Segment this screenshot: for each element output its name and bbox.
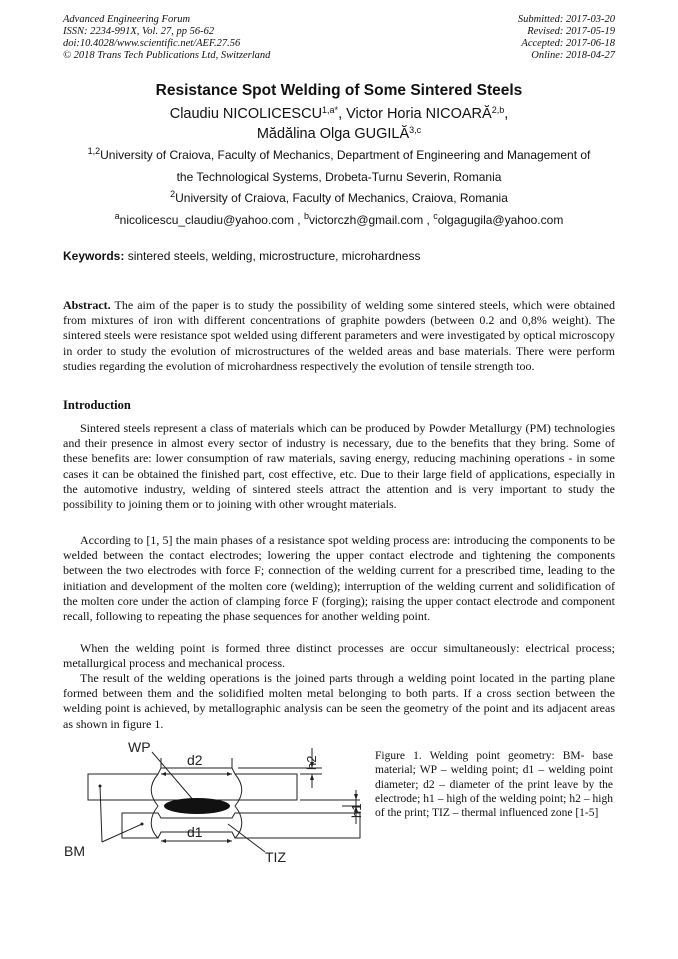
label-h2: h2 [304, 755, 319, 770]
keywords [63, 249, 615, 263]
author-list: Claudiu $NICOLICESCU^{1,a*}$, Victor Horia NICOARĂ$^{2,b}$, Mădălina Olga GUGILĂ$^{3,c}$ [169, 105, 509, 142]
email-c[interactable]: olgagugila@yahoo.com [437, 213, 564, 227]
date-submitted: Submitted: 2017-03-20 [517, 14, 615, 25]
author-emails: $^a$nicolicescu_claudiu@yahoo.com , $^b$victorczh@gmail.com , $^c$olgagugila@yahoo.com [114, 211, 564, 227]
intro-paragraph: Sintered steels represent a class of materials which can be produced by Powder Metallurgy (PM) technologies and their presence in almost every sector of industry is necessary, due to the benefits that they bring. Some of these benefits are: lower consumption of raw materials, saving energy, reducing machining operations - in some cases it can be obtained the finished part, cost effective, etc. Due to their large field of applications, especially in the automotive industry, welding of sintered steels attract the attention and is very important to study the possibility to joining them or to joining with other wrought materials. [63, 421, 615, 512]
keywords-text: sintered steels, welding, microstructure, microhardness [127, 249, 421, 263]
date-online: Online: 2018-04-27 [531, 50, 615, 61]
journal-copyright: © 2018 Trans Tech Publications Ltd, Switzerland [63, 50, 271, 61]
label-wp: WP [128, 739, 151, 755]
label-h1: h1 [349, 803, 364, 818]
intro-paragraph: According to [1, 5] the main phases of a resistance spot welding process are: introducing the components to be welded between the contact electrodes; lowering the upper contact electrode and tightening the components between the two electrodes with force F; connection of the welding current for a prescribed time, leading to the initiation and development of the molten core (welding); interruption of the welding current and solidification of the molten core under the action of clamping force F (forging); raising the upper contact electrode and component recall, following to repeating the phase sequences for another welding point. [63, 533, 615, 624]
keywords-label: Keywords: [63, 249, 125, 263]
affiliation-2: $^2$University of Craiova, Faculty of Mechanics, Craiova, Romania [170, 189, 508, 205]
journal-info [63, 14, 270, 62]
weld-nugget [164, 798, 230, 814]
abstract [63, 298, 615, 374]
journal-name: Advanced Engineering Forum [63, 14, 191, 25]
intro-paragraph: When the welding point is formed three distinct processes are occur simultaneously: electrical process; metallurgical process and mechanical process. [63, 641, 615, 671]
journal-doi[interactable]: doi:10.4028/www.scientific.net/AEF.27.56 [63, 38, 241, 49]
author-2-sup: 2,b [491, 105, 505, 115]
author-1-name: Claudiu NICOLICESCU [169, 106, 323, 122]
date-accepted: Accepted: 2017-06-18 [521, 38, 615, 49]
date-revised: Revised: 2017-05-19 [527, 26, 615, 37]
intro-paragraph: The result of the welding operations is the joined parts through a welding point located in the parting plane formed between them and the solidified molten metal belonging to both parts. If a cross section between the welding point is achieved, by metallographic analysis can be seen the geometry of the point and its adjacent areas as shown in figure 1. [63, 671, 615, 731]
paper-title: Resistance Spot Welding of Some Sintered Steels [155, 82, 523, 99]
email-a[interactable]: nicolicescu_claudiu@yahoo.com [119, 213, 294, 227]
author-1-sup: 1,a* [322, 105, 339, 115]
affiliation-1-line-1: $^{1,2}$University of Craiova, Faculty of Mechanics, Department of Engineering and Management of [87, 146, 591, 162]
label-bm: BM [64, 843, 85, 859]
submission-dates [518, 14, 615, 62]
label-d1: d1 [187, 824, 203, 840]
section-heading-introduction: Introduction [63, 398, 131, 412]
figure-1-caption: Figure 1. Welding point geometry: BM- base material; WP – welding point; d1 – welding point diameter; d2 – diameter of the print leave by the electrode; h1 – high of the welding point; h2 – high of the print; TIZ – thermal influenced zone [1-5] [375, 750, 613, 820]
label-d2: d2 [187, 752, 203, 768]
journal-issn: ISSN: 2234-991X, Vol. 27, pp 56-62 [63, 26, 215, 37]
affiliation-1-line-2: the Technological Systems, Drobeta-Turnu Severin, Romania [176, 170, 502, 184]
author-2-name: Victor Horia NICOARĂ [346, 106, 492, 122]
welding-point-diagram [60, 738, 372, 868]
author-3-sup: 3,c [409, 125, 422, 135]
abstract-label: Abstract. [63, 298, 111, 312]
email-b[interactable]: victorczh@gmail.com [308, 213, 424, 227]
label-tiz: TIZ [265, 849, 286, 865]
author-3-name: Mădălina Olga GUGILĂ [256, 126, 410, 142]
upper-sheet [88, 768, 297, 800]
tiz-contour [151, 774, 158, 838]
abstract-text: The aim of the paper is to study the possibility of welding some sintered steels, which were obtained from mixtures of iron with different concentrations of graphite powders (between 0.2 and 0,8% weight). The sintered steels were resistance spot welded using different parameters and were investigated by optical microscopy in order to study the evolution of microstructures of the welded areas and base materials. There were perform studies regarding the evolution of microhardness respectively the evolution of tensile strength too. [63, 298, 615, 373]
figure-1 [60, 738, 372, 868]
tiz-contour [235, 774, 242, 838]
